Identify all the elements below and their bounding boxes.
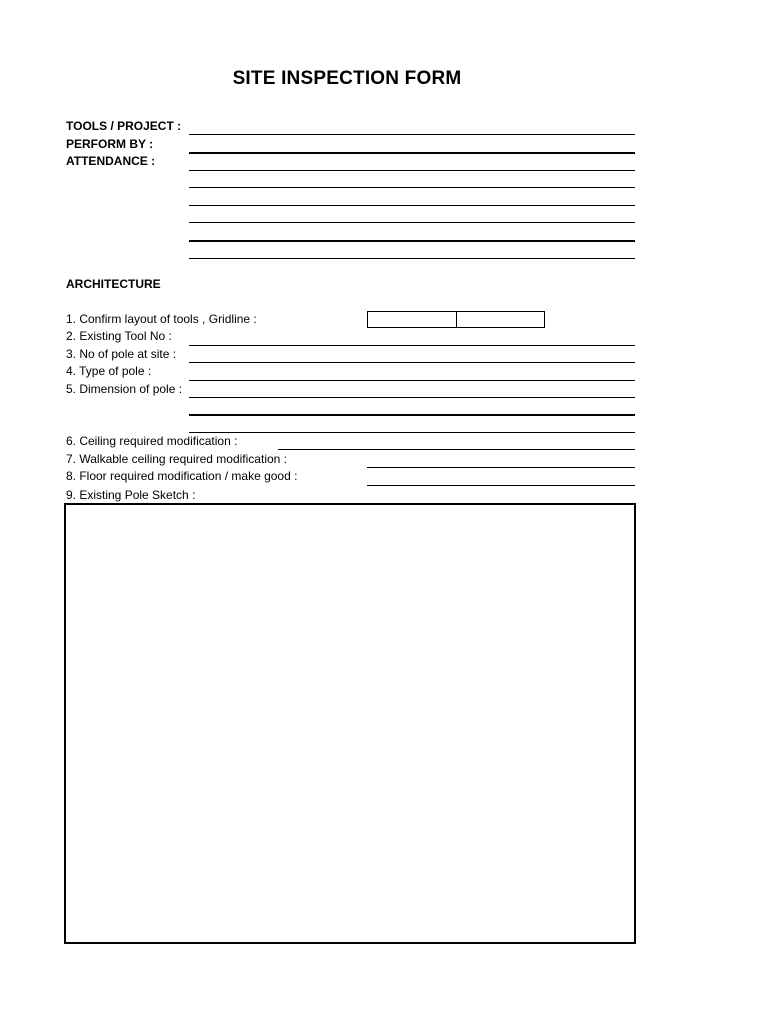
walkable-ceiling-line[interactable]	[367, 467, 635, 468]
type-of-pole-line[interactable]	[189, 380, 635, 381]
item-floor-modification-label: 8. Floor required modification / make good :	[66, 469, 298, 483]
gridline-box[interactable]	[367, 311, 545, 328]
pole-sketch-area[interactable]	[64, 503, 636, 944]
attendance-label: ATTENDANCE :	[66, 154, 156, 168]
existing-tool-no-line[interactable]	[189, 345, 635, 346]
item-existing-tool-no-label: 2. Existing Tool No :	[66, 329, 172, 343]
floor-modification-line[interactable]	[367, 485, 635, 486]
attendance-line[interactable]	[189, 258, 635, 259]
perform-by-label: PERFORM BY :	[66, 137, 154, 151]
item-dimension-of-pole-label: 5. Dimension of pole :	[66, 382, 183, 396]
item-confirm-layout-label: 1. Confirm layout of tools , Gridline :	[66, 312, 257, 326]
dimension-of-pole-line[interactable]	[189, 432, 635, 433]
attendance-line[interactable]	[189, 222, 635, 223]
section-heading-architecture: ARCHITECTURE	[66, 277, 161, 291]
gridline-cell[interactable]	[368, 312, 456, 327]
no-of-pole-line[interactable]	[189, 362, 635, 363]
dimension-of-pole-line[interactable]	[189, 414, 635, 416]
attendance-line[interactable]	[189, 205, 635, 206]
item-ceiling-modification-label: 6. Ceiling required modification :	[66, 434, 238, 448]
tools-project-label: TOOLS / PROJECT :	[66, 119, 182, 133]
attendance-line[interactable]	[189, 240, 635, 242]
item-walkable-ceiling-label: 7. Walkable ceiling required modification :	[66, 452, 287, 466]
tools-project-line[interactable]	[189, 134, 635, 135]
form-title: SITE INSPECTION FORM	[232, 68, 462, 89]
item-pole-sketch-label: 9. Existing Pole Sketch :	[66, 488, 196, 502]
attendance-line[interactable]	[189, 170, 635, 171]
perform-by-line[interactable]	[189, 152, 635, 154]
attendance-line[interactable]	[189, 187, 635, 188]
item-type-of-pole-label: 4. Type of pole :	[66, 364, 152, 378]
gridline-cell[interactable]	[456, 312, 545, 327]
item-no-of-pole-label: 3. No of pole at site :	[66, 347, 177, 361]
ceiling-modification-line[interactable]	[278, 449, 635, 450]
dimension-of-pole-line[interactable]	[189, 397, 635, 398]
